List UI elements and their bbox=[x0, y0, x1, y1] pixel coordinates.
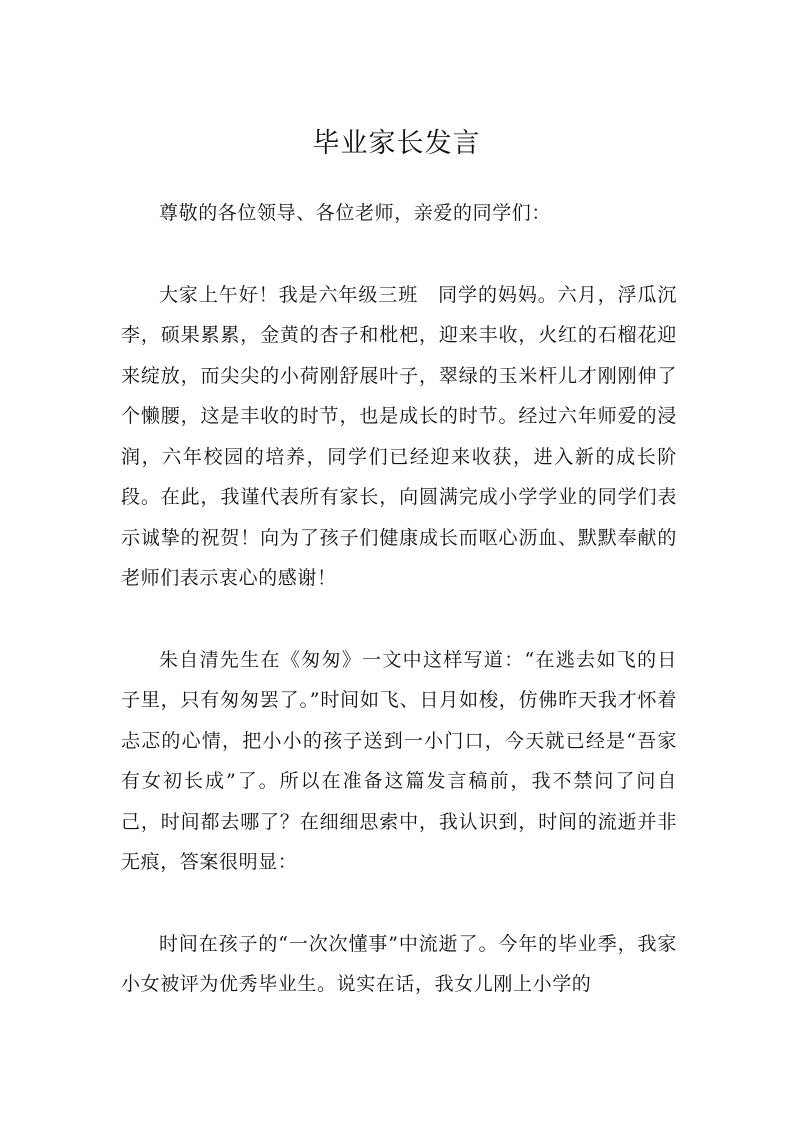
salutation: 尊敬的各位领导、各位老师，亲爱的同学们： bbox=[159, 202, 552, 224]
paragraph-3: 时间在孩子的“一次次懂事”中流逝了。今年的毕业季，我家小女被评为优秀毕业生。说实在话，我女儿刚上小学的 bbox=[121, 932, 677, 995]
document-body bbox=[121, 193, 677, 1005]
document-title: 毕业家长发言 bbox=[312, 128, 481, 159]
paragraph-1: 大家上午好！我是六年级三班 同学的妈妈。六月，浮瓜沉李，硕果累累，金黄的杏子和枇杷，迎来丰收，火红的石榴花迎来绽放，而尖尖的小荷刚舒展叶子，翠绿的玉米杆儿才刚刚伸了个懒腰，这是丰收的时节，也是成长的时节。经过六年师爱的浸润，六年校园的培养，同学们已经迎来收获，进入新的成长阶段。在此，我谨代表所有家长，向圆满完成小学学业的同学们表示诚挚的祝贺！向为了孩子们健康成长而呕心沥血、默默奉献的老师们表示衷心的感谢！ bbox=[121, 283, 677, 589]
paragraph-2: 朱自清先生在《匆匆》一文中这样写道：“在逃去如飞的日子里，只有匆匆罢了。”时间如飞、日月如梭，仿佛昨天我才怀着忐忑的心情，把小小的孩子送到一小门口，今天就已经是“吾家有女初长成”了。所以在准备这篇发言稿前，我不禁问了问自己，时间都去哪了？在细细思索中，我认识到，时间的流逝并非无痕，答案很明显： bbox=[121, 648, 677, 873]
